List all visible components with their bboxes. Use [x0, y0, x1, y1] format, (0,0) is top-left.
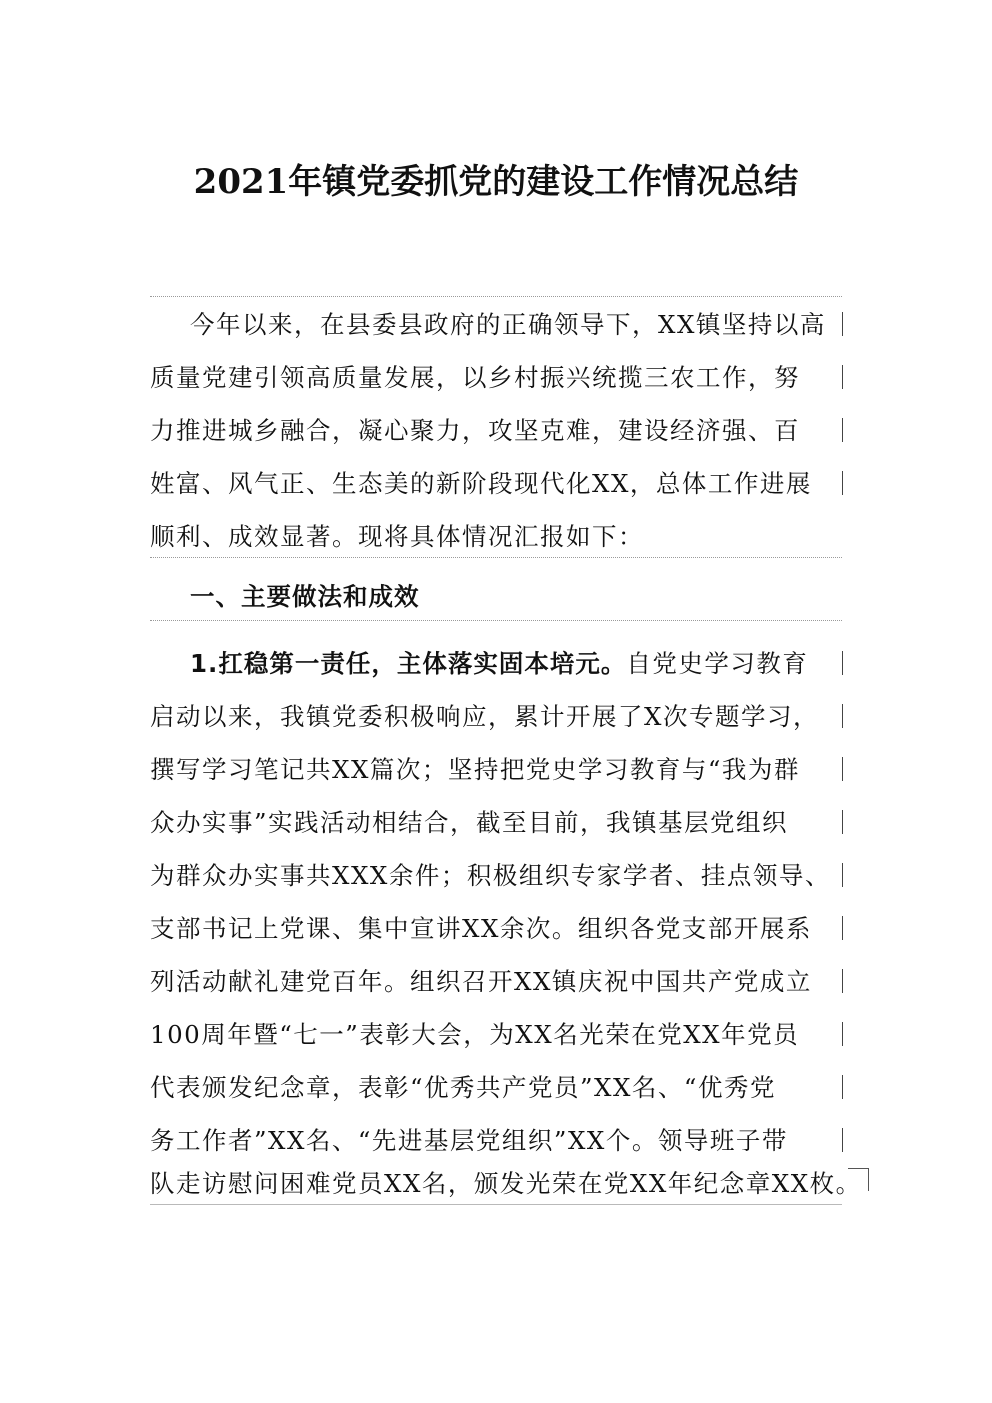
item1-line-4: 众办实事”实践活动相结合，截至目前，我镇基层党组织: [150, 808, 789, 837]
item1-lead: 1.扛稳第一责任，主体落实固本培元。: [190, 649, 627, 678]
right-margin-mark: [842, 1022, 843, 1046]
item1-line-10: 务工作者”XX名、“先进基层党组织”XX个。领导班子带: [150, 1126, 788, 1155]
paragraph-bottom-border: [150, 557, 842, 558]
item1-line-8: 100周年暨“七一”表彰大会，为XX名光荣在党XX年党员: [150, 1020, 800, 1049]
document-title: 2021年镇党委抓党的建设工作情况总结: [193, 162, 799, 202]
right-margin-mark: [842, 312, 843, 336]
section-heading: 一、主要做法和成效: [190, 582, 420, 611]
paragraph-end-mark: [848, 1168, 869, 1191]
paragraph-bottom-border: [150, 1204, 842, 1205]
intro-line-4: 姓富、风气正、生态美的新阶段现代化XX，总体工作进展: [150, 469, 812, 498]
item1-first-line-rest: 自党史学习教育: [626, 649, 809, 678]
heading-bottom-border: [150, 620, 842, 621]
right-margin-mark: [842, 1128, 843, 1152]
intro-line-1: 今年以来，在县委县政府的正确领导下，XX镇坚持以高: [190, 310, 826, 339]
right-margin-mark: [842, 471, 843, 495]
item1-line-2: 启动以来，我镇党委积极响应，累计开展了X次专题学习，: [150, 702, 819, 731]
item1-line-7: 列活动献礼建党百年。组织召开XX镇庆祝中国共产党成立: [150, 967, 812, 996]
right-margin-mark: [842, 365, 843, 389]
intro-line-3: 力推进城乡融合，凝心聚力，攻坚克难，建设经济强、百: [150, 416, 800, 445]
right-margin-mark: [842, 757, 843, 781]
right-margin-mark: [842, 810, 843, 834]
item1-line-6: 支部书记上党课、集中宣讲XX余次。组织各党支部开展系: [150, 914, 812, 943]
right-margin-mark: [842, 704, 843, 728]
item1-line-5: 为群众办实事共XXX余件；积极组织专家学者、挂点领导、: [150, 861, 831, 890]
right-margin-mark: [842, 418, 843, 442]
intro-line-2: 质量党建引领高质量发展，以乡村振兴统揽三农工作，努: [150, 363, 800, 392]
right-margin-mark: [842, 1075, 843, 1099]
intro-line-5: 顺利、成效显著。现将具体情况汇报如下：: [150, 522, 644, 551]
item1-line-9: 代表颁发纪念章，表彰“优秀共产党员”XX名、“优秀党: [150, 1073, 776, 1102]
item1-first-line: [190, 637, 890, 690]
right-margin-mark: [842, 969, 843, 993]
paragraph-top-border: [150, 296, 842, 297]
item1-line-11: 队走访慰问困难党员XX名，颁发光荣在党XX年纪念章XX枚。: [150, 1169, 862, 1198]
right-margin-mark: [842, 916, 843, 940]
item1-line-3: 撰写学习笔记共XX篇次；坚持把党史学习教育与“我为群: [150, 755, 800, 784]
right-margin-mark: [842, 651, 843, 675]
right-margin-mark: [842, 863, 843, 887]
